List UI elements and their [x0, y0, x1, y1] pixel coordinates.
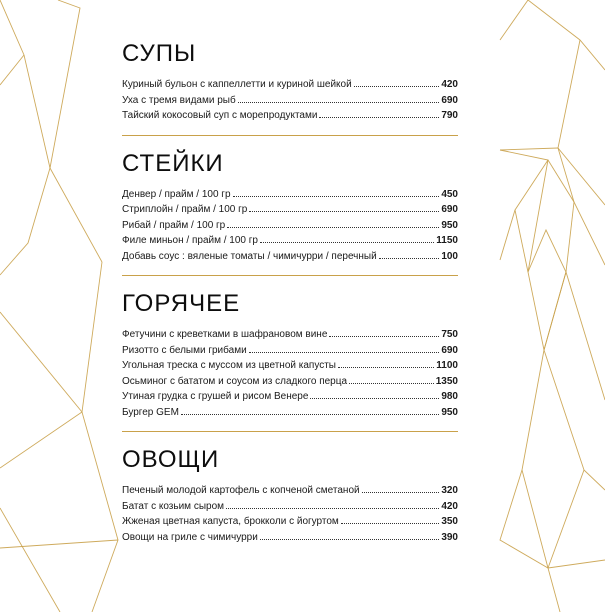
dot-leader	[349, 383, 434, 384]
menu-item	[122, 233, 458, 249]
dot-leader	[226, 508, 439, 509]
item-price: 100	[441, 250, 458, 262]
item-name: Бургер GEM	[122, 406, 179, 418]
item-name: Жженая цветная капуста, брокколи с йогуртом	[122, 516, 339, 527]
menu-items-list	[122, 77, 458, 124]
item-name: Добавь соус : вяленые томаты / чимичурри / перечный	[122, 250, 377, 262]
menu-item	[122, 108, 458, 124]
item-price: 420	[441, 500, 458, 512]
item-price: 1150	[436, 235, 458, 246]
dot-leader	[238, 102, 440, 103]
dot-leader	[249, 352, 440, 353]
menu-content	[122, 40, 458, 545]
item-name: Ризотто с белыми грибами	[122, 344, 247, 356]
menu-item	[122, 93, 458, 109]
item-price: 1100	[436, 360, 458, 371]
menu-item	[122, 202, 458, 218]
item-name: Фетучини с креветками в шафрановом вине	[122, 329, 328, 340]
section-title: ОВОЩИ	[122, 446, 220, 473]
dot-leader	[379, 258, 440, 259]
menu-item	[122, 499, 458, 515]
menu-item	[122, 77, 458, 93]
item-name: Осьминог с бататом и соусом из сладкого перца	[122, 375, 348, 387]
menu-item	[122, 218, 458, 234]
menu-item	[122, 374, 458, 390]
menu-item	[122, 530, 458, 546]
section-divider	[122, 431, 458, 432]
dot-leader	[338, 367, 434, 368]
dot-leader	[329, 336, 439, 337]
item-name: Куриный бульон с каппеллетти и куриной шейкой	[122, 79, 352, 90]
item-price: 950	[441, 219, 458, 231]
menu-item	[122, 343, 458, 359]
section-title: СТЕЙКИ	[122, 149, 224, 177]
item-name: Стриплойн / прайм / 100 гр	[122, 204, 248, 215]
item-price: 1350	[435, 375, 458, 387]
section-vegetables	[122, 446, 458, 545]
menu-item	[122, 483, 458, 499]
menu-items-list	[122, 327, 458, 420]
item-price: 450	[441, 188, 458, 200]
menu-item	[122, 358, 458, 374]
section-title: СУПЫ	[122, 40, 197, 67]
item-name: Рибай / прайм / 100 гр	[122, 219, 226, 231]
item-name: Батат с козьим сыром	[122, 500, 225, 512]
item-price: 690	[441, 94, 458, 106]
menu-items-list	[122, 187, 458, 265]
item-price: 690	[441, 344, 458, 356]
menu-item	[122, 187, 458, 203]
item-price: 350	[441, 516, 458, 527]
dot-leader	[310, 398, 439, 399]
item-price: 980	[441, 391, 458, 402]
item-price: 790	[441, 110, 458, 121]
dot-leader	[354, 86, 440, 87]
dot-leader	[319, 117, 439, 118]
dot-leader	[260, 539, 440, 540]
dot-leader	[233, 196, 440, 197]
dot-leader	[341, 523, 440, 524]
menu-item	[122, 249, 458, 265]
item-price: 320	[441, 485, 458, 496]
dot-leader	[362, 492, 440, 493]
item-name: Овощи на гриле с чимичурри	[122, 531, 258, 543]
item-price: 750	[441, 329, 458, 340]
item-name: Утиная грудка с грушей и рисом Венере	[122, 391, 309, 402]
section-soups	[122, 40, 458, 136]
section-steaks	[122, 150, 458, 277]
dot-leader	[181, 414, 439, 415]
section-divider	[122, 275, 458, 276]
section-hot-dishes	[122, 290, 458, 432]
dot-leader	[260, 242, 434, 243]
item-name: Угольная треска с муссом из цветной капусты	[122, 360, 336, 371]
item-name: Уха с тремя видами рыб	[122, 94, 236, 106]
dot-leader	[249, 211, 439, 212]
menu-item	[122, 389, 458, 405]
item-name: Филе миньон / прайм / 100 гр	[122, 235, 258, 246]
item-price: 390	[441, 531, 458, 543]
menu-item	[122, 327, 458, 343]
item-name: Денвер / прайм / 100 гр	[122, 188, 231, 200]
section-divider	[122, 135, 458, 136]
dot-leader	[227, 227, 439, 228]
menu-items-list	[122, 483, 458, 545]
section-title: ГОРЯЧЕЕ	[122, 290, 241, 317]
item-price: 690	[441, 204, 458, 215]
item-name: Тайский кокосовый суп с морепродуктами	[122, 110, 318, 121]
item-price: 950	[441, 406, 458, 418]
item-name: Печеный молодой картофель с копченой сметаной	[122, 485, 360, 496]
item-price: 420	[441, 79, 458, 90]
menu-item	[122, 514, 458, 530]
menu-item	[122, 405, 458, 421]
